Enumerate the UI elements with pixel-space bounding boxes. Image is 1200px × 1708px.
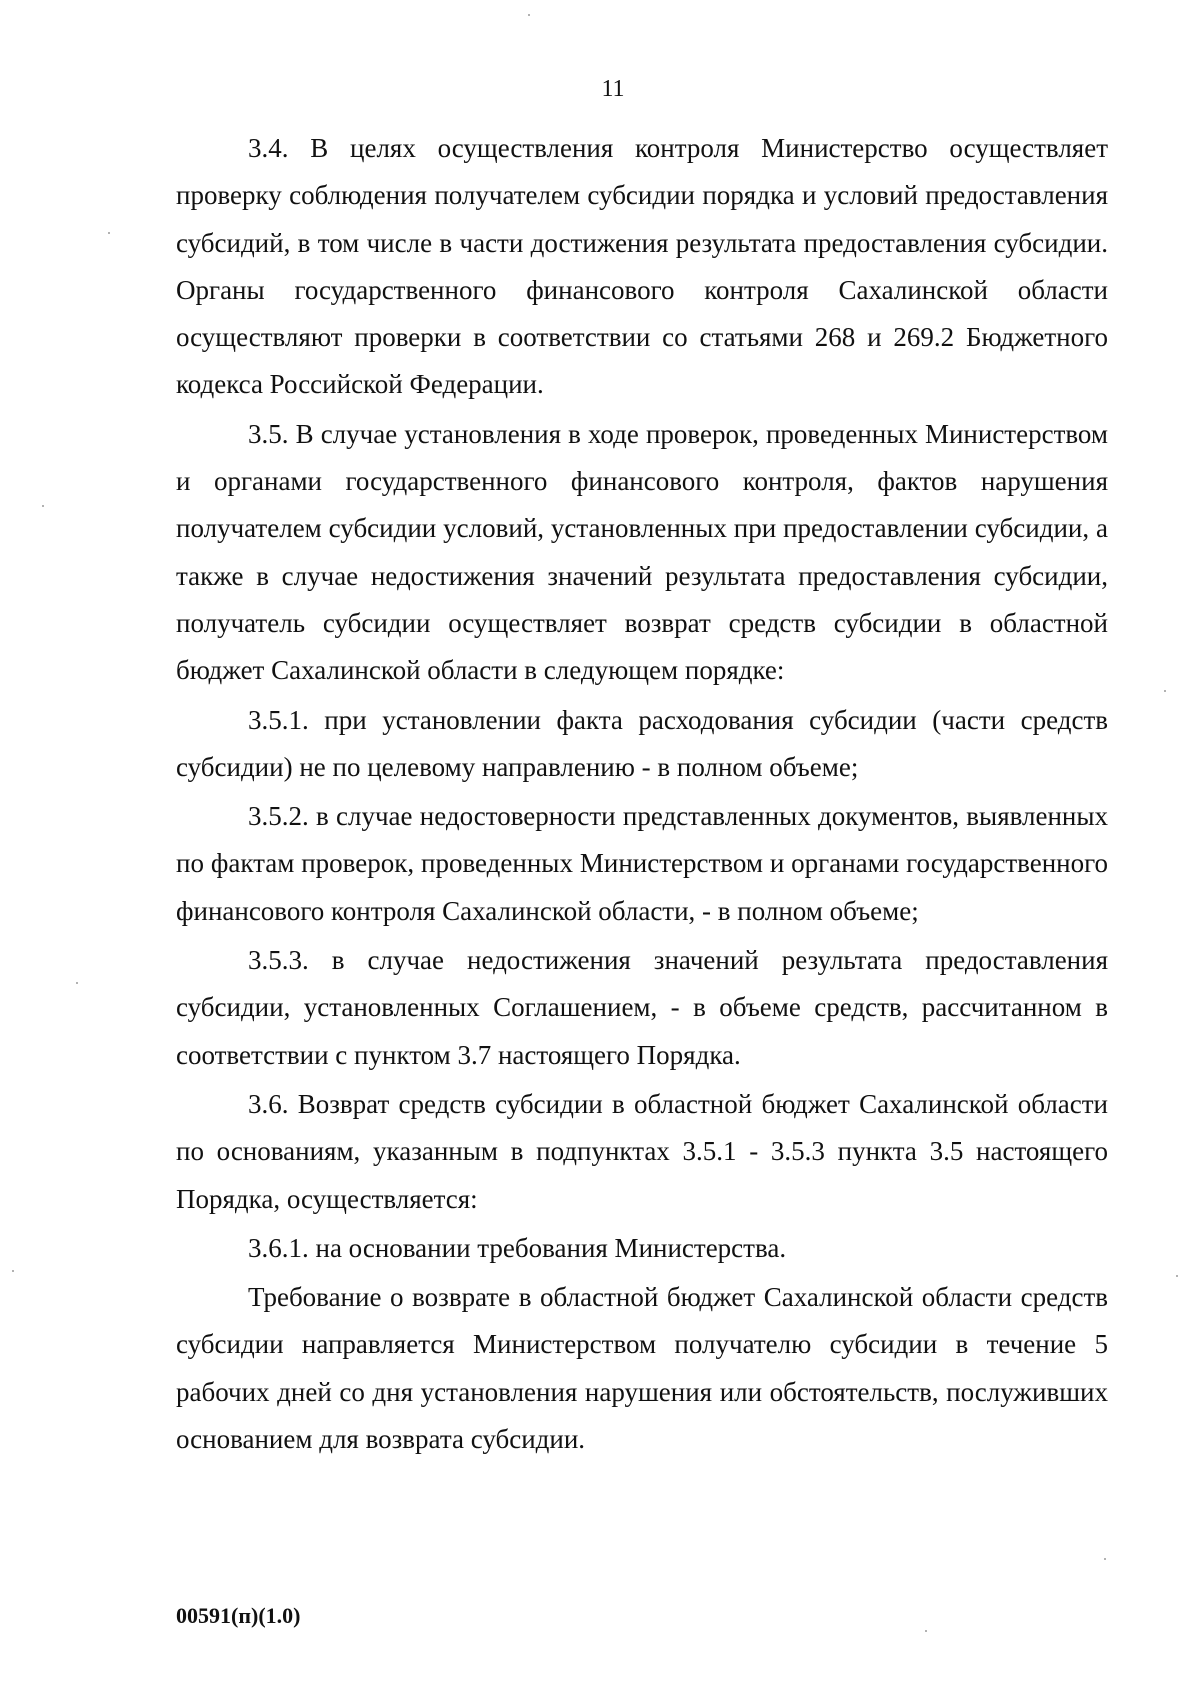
scan-speck bbox=[925, 1630, 927, 1632]
page-number: 11 bbox=[601, 76, 625, 102]
scan-speck bbox=[42, 505, 44, 507]
document-code: 00591(п)(1.0) bbox=[176, 1603, 301, 1628]
paragraph-requirement: Требование о возврате в областной бюджет Сахалинской области средств субсидии направляется Министерством получателю субсидии в течение 5 рабочих дней со дня установления нарушения или обстоятельств, послуживших основанием для возврата субсидии. bbox=[176, 1282, 1108, 1455]
scan-speck bbox=[1104, 1558, 1106, 1560]
paragraph-3-5-3: 3.5.3. в случае недостижения значений результата предоставления субсидии, установленных Соглашением, - в объеме средств, рассчитанном в соответствии с пунктом 3.7 настоящего Порядка. bbox=[176, 945, 1108, 1070]
scan-speck bbox=[76, 982, 78, 984]
paragraph-3-6: 3.6. Возврат средств субсидии в областной бюджет Сахалинской области по основаниям, указанным в подпунктах 3.5.1 - 3.5.3 пункта 3.5 настоящего Порядка, осуществляется: bbox=[176, 1088, 1108, 1214]
paragraph-3-6-1: 3.6.1. на основании требования Министерства. bbox=[248, 1232, 787, 1263]
paragraph-3-4: 3.4. В целях осуществления контроля Министерство осуществляет проверку соблюдения получателем субсидии порядка и условий предоставления субсидий, в том числе в части достижения результата предоставления субсидии. Органы государственного финансового контроля Сахалинской области осуществляют проверки в соответствии со статьями 268 и 269.2 Бюджетного кодекса Российской Федерации. bbox=[176, 133, 1108, 400]
scan-speck bbox=[1164, 690, 1166, 692]
paragraph-3-5: 3.5. В случае установления в ходе проверок, проведенных Министерством и органами государственного финансового контроля, фактов нарушения получателем субсидии условий, установленных при предоставлении субсидии, а также в случае недостижения значений результата предоставления субсидии, получатель субсидии осуществляет возврат средств субсидии в областной бюджет Сахалинской области в следующем порядке: bbox=[176, 418, 1108, 686]
scan-speck bbox=[108, 232, 110, 234]
document-body bbox=[176, 125, 1108, 1463]
scan-speck bbox=[528, 14, 530, 16]
scan-speck bbox=[1176, 1275, 1178, 1277]
paragraph-3-5-1: 3.5.1. при установлении факта расходования субсидии (части средств субсидии) не по целевому направлению - в полном объеме; bbox=[176, 704, 1108, 782]
scan-speck bbox=[12, 1270, 14, 1272]
paragraph-3-5-2: 3.5.2. в случае недостоверности представленных документов, выявленных по фактам проверок, проведенных Министерством и органами государственного финансового контроля Сахалинской области, - в полном объеме; bbox=[176, 801, 1108, 926]
